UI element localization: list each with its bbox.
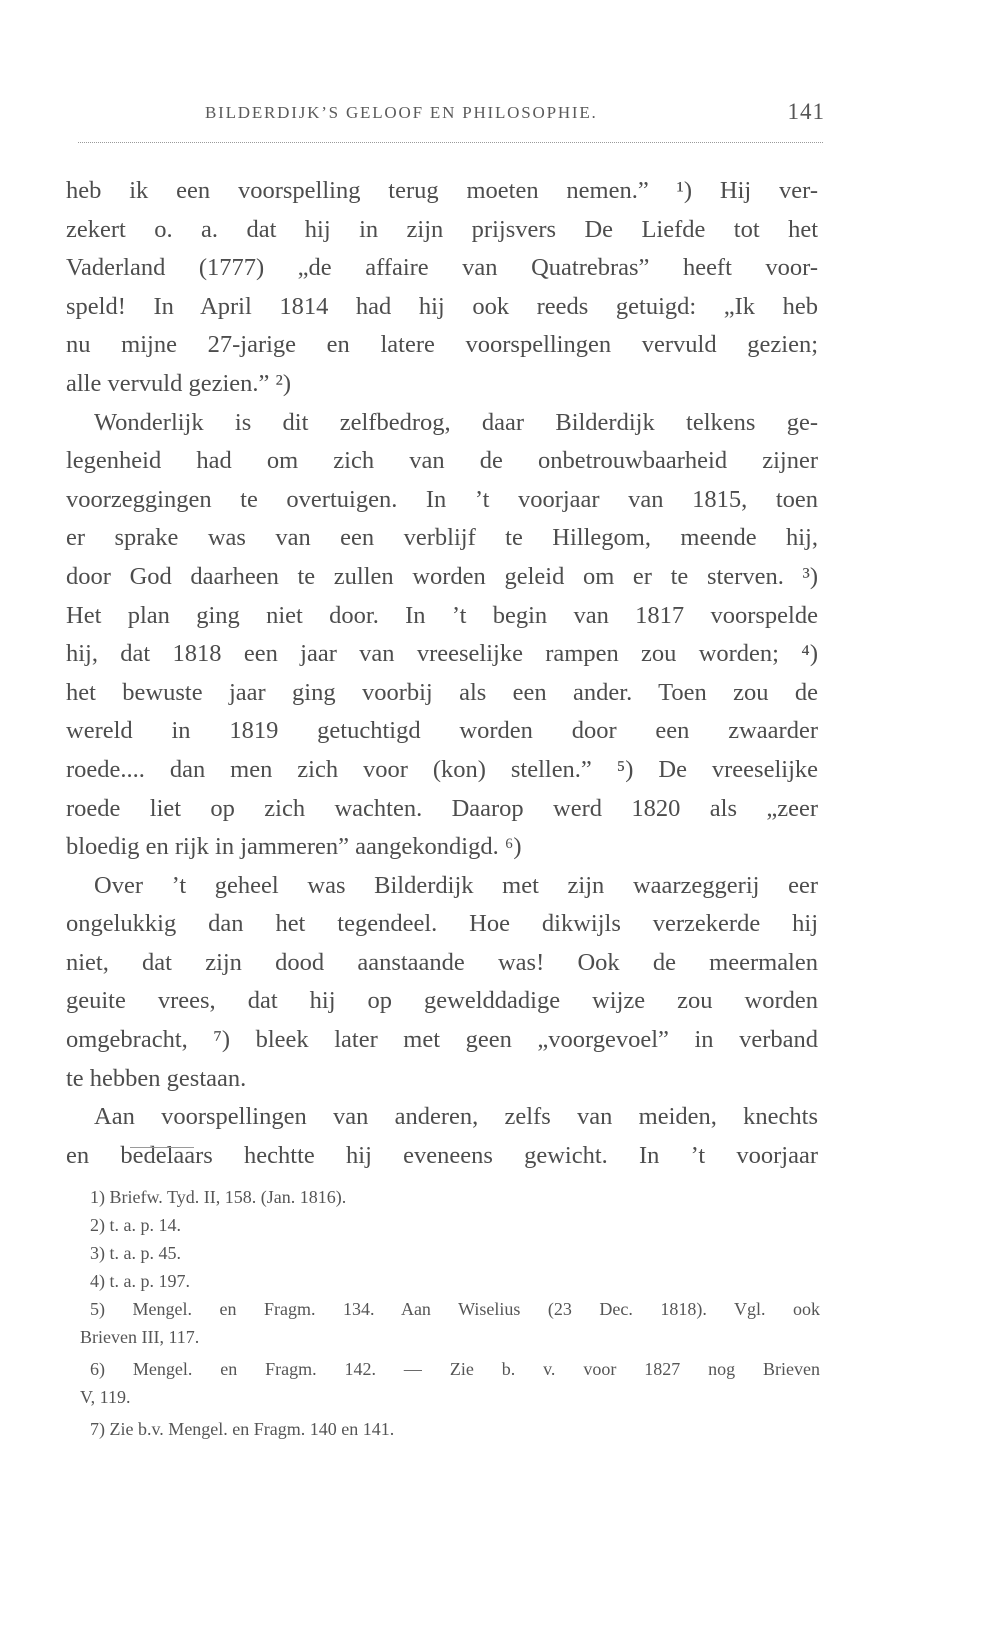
- text-line: Over ’t geheel was Bilderdijk met zijn waarzeggerij eer: [94, 871, 818, 899]
- text-line: bloedig en rijk in jammeren” aangekondigd. ⁶): [66, 833, 522, 861]
- footnote-line: 1) Briefw. Tyd. II, 158. (Jan. 1816).: [90, 1187, 347, 1207]
- text-line: roede liet op zich wachten. Daarop werd 1820 als „zeer: [66, 794, 818, 822]
- text-line: door God daarheen te zullen worden geleid om er te sterven. ³): [66, 562, 818, 590]
- text-line: voorzeggingen te overtuigen. In ’t voorjaar van 1815, toen: [66, 485, 818, 513]
- footnote-line: 7) Zie b.v. Mengel. en Fragm. 140 en 141.: [90, 1419, 395, 1439]
- text-line: legenheid had om zich van de onbetrouwbaarheid zijner: [66, 447, 818, 475]
- text-line: het bewuste jaar ging voorbij als een ander. Toen zou de: [66, 678, 818, 706]
- running-head: [205, 99, 825, 131]
- text-line: alle vervuld gezien.” ²): [66, 369, 292, 397]
- body-text: [66, 172, 818, 1175]
- footnotes: [80, 1183, 820, 1443]
- text-line: ongelukkig dan het tegendeel. Hoe dikwijls verzekerde hij: [66, 910, 818, 938]
- footnote-line: 3) t. a. p. 45.: [90, 1243, 181, 1263]
- text-line: heb ik een voorspelling terug moeten nemen.” ¹) Hij ver-: [66, 177, 818, 204]
- text-line: niet, dat zijn dood aanstaande was! Ook de meermalen: [66, 948, 818, 976]
- text-line: en bedelaars hechtte hij eveneens gewicht. In ’t voorjaar: [66, 1141, 818, 1169]
- text-line: Aan voorspellingen van anderen, zelfs van meiden, knechts: [94, 1103, 818, 1131]
- footnote-line: 2) t. a. p. 14.: [90, 1215, 181, 1235]
- footnote-line: 4) t. a. p. 197.: [90, 1271, 190, 1291]
- text-line: roede.... dan men zich voor (kon) stellen.” ⁵) De vreeselijke: [66, 755, 818, 783]
- running-title: BILDERDIJK’S GELOOF EN PHILOSOPHIE.: [205, 103, 598, 122]
- text-line: omgebracht, ⁷) bleek later met geen „voorgevoel” in verband: [66, 1026, 818, 1054]
- footnote-line: 6) Mengel. en Fragm. 142. — Zie b. v. voor 1827 nog Brieven: [90, 1359, 820, 1379]
- footnote-rule: [130, 1147, 194, 1148]
- text-line: geuite vrees, dat hij op gewelddadige wijze zou worden: [66, 987, 818, 1015]
- text-line: speld! In April 1814 had hij ook reeds getuigd: „Ik heb: [66, 292, 818, 320]
- text-line: wereld in 1819 getuchtigd worden door een zwaarder: [66, 717, 818, 745]
- text-line: te hebben gestaan.: [66, 1064, 247, 1092]
- text-line: er sprake was van een verblijf te Hillegom, meende hij,: [66, 524, 818, 552]
- footnote-line: Brieven III, 117.: [80, 1327, 200, 1347]
- page-number: 141: [787, 99, 825, 124]
- text-line: zekert o. a. dat hij in zijn prijsvers De Liefde tot het: [66, 215, 818, 243]
- text-line: Vaderland (1777) „de affaire van Quatrebras” heeft voor-: [66, 254, 818, 282]
- header-rule: [78, 142, 823, 143]
- footnote-line: 5) Mengel. en Fragm. 134. Aan Wiselius (23 Dec. 1818). Vgl. ook: [90, 1299, 820, 1319]
- text-line: nu mijne 27-jarige en latere voorspellingen vervuld gezien;: [66, 331, 818, 359]
- footnote-line: V, 119.: [80, 1387, 131, 1407]
- text-line: Het plan ging niet door. In ’t begin van 1817 voorspelde: [66, 601, 818, 629]
- text-line: Wonderlijk is dit zelfbedrog, daar Bilderdijk telkens ge-: [94, 408, 818, 436]
- text-line: hij, dat 1818 een jaar van vreeselijke rampen zou worden; ⁴): [66, 640, 818, 668]
